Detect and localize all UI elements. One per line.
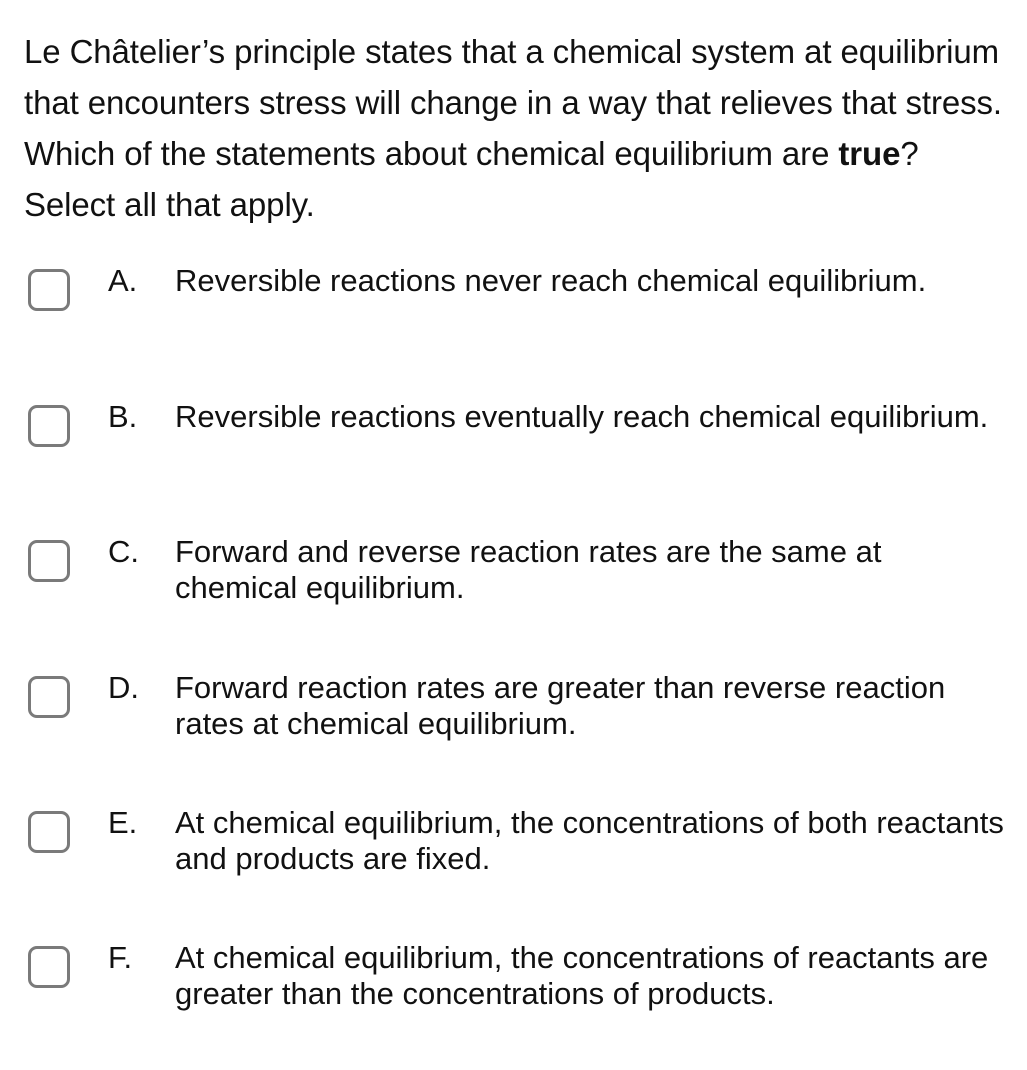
- option-text: At chemical equilibrium, the concentrations of reactants are greater than the concentrations of products.: [175, 940, 989, 1011]
- option-text: Forward reaction rates are greater than reverse reaction rates at chemical equilibrium.: [175, 670, 946, 741]
- option-letter: D.: [108, 670, 139, 705]
- option-letter: A.: [108, 263, 138, 298]
- checkbox-c[interactable]: [28, 540, 70, 582]
- checkbox-e[interactable]: [28, 811, 70, 853]
- option-text: Reversible reactions eventually reach chemical equilibrium.: [175, 399, 989, 434]
- option-b[interactable]: [0, 399, 1027, 509]
- checkbox-a[interactable]: [28, 269, 70, 311]
- checkbox-b[interactable]: [28, 405, 70, 447]
- question-emphasis: true: [838, 135, 901, 172]
- option-a[interactable]: [0, 263, 1027, 373]
- option-letter: B.: [108, 399, 138, 434]
- option-f[interactable]: [0, 940, 1027, 1050]
- question-text: [24, 26, 1014, 230]
- option-letter: C.: [108, 534, 139, 569]
- option-text: At chemical equilibrium, the concentrations of both reactants and products are fixed.: [175, 805, 1004, 876]
- option-letter: F.: [108, 940, 133, 975]
- checkbox-d[interactable]: [28, 676, 70, 718]
- option-c[interactable]: [0, 534, 1027, 644]
- option-d[interactable]: [0, 670, 1027, 780]
- option-letter: E.: [108, 805, 138, 840]
- option-e[interactable]: [0, 805, 1027, 915]
- question-text-before: Le Châtelier’s principle states that a chemical system at equilibrium that encounters stress will change in a way that relieves that stress. Which of the statements about chemical equilibrium are: [24, 33, 1002, 172]
- checkbox-f[interactable]: [28, 946, 70, 988]
- option-text: Reversible reactions never reach chemical equilibrium.: [175, 263, 927, 298]
- option-text: Forward and reverse reaction rates are the same at chemical equilibrium.: [175, 534, 882, 605]
- question-text-after: ? Select all that apply.: [24, 135, 919, 223]
